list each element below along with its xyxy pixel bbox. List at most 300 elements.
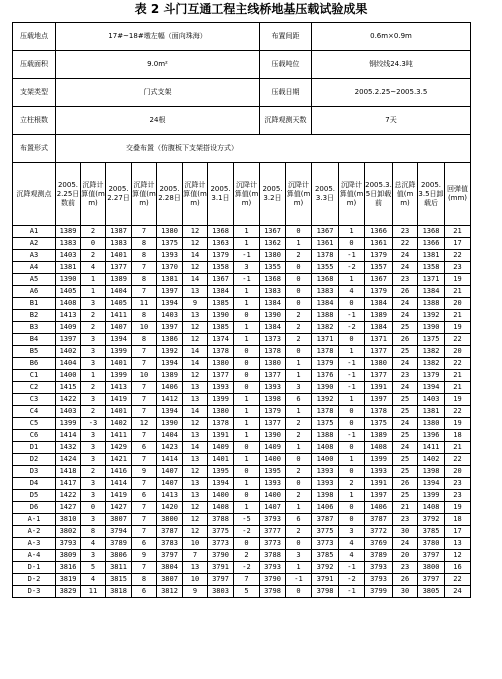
- table-cell: 12: [183, 334, 208, 346]
- table-cell: 3791: [208, 562, 234, 574]
- table-cell: 1370: [157, 262, 183, 274]
- table-cell: 0: [234, 346, 260, 358]
- table-row: [13, 298, 471, 310]
- table-cell: 1377: [208, 370, 234, 382]
- table-cell: 13: [183, 454, 208, 466]
- table-row: [13, 514, 471, 526]
- table-cell: 1: [286, 370, 312, 382]
- table-cell: 3810: [56, 514, 81, 526]
- table-cell: 0: [234, 490, 260, 502]
- table-cell: 1408: [312, 442, 339, 454]
- table-cell: 1406: [312, 502, 339, 514]
- table-cell: 1: [234, 430, 260, 442]
- table-cell: 22: [445, 454, 471, 466]
- table-cell: 1378: [312, 406, 339, 418]
- table-cell: 8: [132, 574, 157, 586]
- table-cell: 3: [81, 514, 106, 526]
- table-cell: 4: [81, 574, 106, 586]
- table-cell: 12: [183, 322, 208, 334]
- table-cell: 1413: [106, 382, 132, 394]
- point-id-cell: D2: [13, 454, 56, 466]
- table-cell: 1361: [365, 238, 393, 250]
- table-cell: 1407: [157, 478, 183, 490]
- table-cell: 25: [393, 322, 418, 334]
- table-cell: 7: [132, 430, 157, 442]
- table-cell: 26: [393, 574, 418, 586]
- table-cell: 1395: [260, 466, 286, 478]
- info-label: 立柱根数: [13, 107, 56, 135]
- table-cell: 0: [339, 442, 365, 454]
- page-title: 表 2 斗门互通工程主线桥地基压载试验成果: [134, 2, 368, 16]
- table-row: [13, 418, 471, 430]
- table-cell: 12: [183, 238, 208, 250]
- info-value: 门式支架: [56, 79, 260, 107]
- table-cell: 1394: [418, 478, 445, 490]
- table-cell: 1: [81, 274, 106, 286]
- info-label: 压载面积: [13, 51, 56, 79]
- point-id-cell: A3: [13, 250, 56, 262]
- table-cell: 1379: [418, 370, 445, 382]
- table-cell: 13: [183, 562, 208, 574]
- table-cell: 21: [445, 370, 471, 382]
- table-cell: 23: [445, 262, 471, 274]
- table-cell: 10: [183, 538, 208, 550]
- column-header: 沉降计算值(mm): [234, 163, 260, 226]
- table-cell: 3792: [418, 514, 445, 526]
- table-cell: 1401: [106, 250, 132, 262]
- point-id-cell: A4: [13, 262, 56, 274]
- table-cell: 1429: [106, 442, 132, 454]
- table-row: [13, 478, 471, 490]
- table-cell: 3: [81, 478, 106, 490]
- table-cell: 14: [183, 274, 208, 286]
- column-header: 沉降计算值(mm): [183, 163, 208, 226]
- table-cell: 25: [393, 490, 418, 502]
- table-cell: 25: [393, 466, 418, 478]
- table-cell: 1397: [157, 286, 183, 298]
- table-cell: 1375: [365, 418, 393, 430]
- table-cell: 1383: [312, 286, 339, 298]
- table-cell: 23: [393, 226, 418, 238]
- table-cell: 3: [81, 550, 106, 562]
- table-cell: 1: [234, 226, 260, 238]
- table-cell: 1366: [365, 226, 393, 238]
- column-header: 2005.2.25日数前: [56, 163, 81, 226]
- table-cell: 1380: [418, 418, 445, 430]
- table-cell: 1358: [418, 262, 445, 274]
- table-cell: 6: [132, 586, 157, 598]
- table-cell: 21: [445, 382, 471, 394]
- table-cell: 1381: [56, 262, 81, 274]
- table-cell: 22: [445, 334, 471, 346]
- point-id-cell: D-3: [13, 586, 56, 598]
- table-cell: 21: [445, 226, 471, 238]
- table-cell: 3829: [56, 586, 81, 598]
- table-cell: 1385: [208, 322, 234, 334]
- table-row: [13, 382, 471, 394]
- info-label: 布置间距: [260, 23, 312, 51]
- table-row: [13, 550, 471, 562]
- table-cell: 3797: [157, 550, 183, 562]
- table-cell: 23: [393, 274, 418, 286]
- table-cell: 3819: [56, 574, 81, 586]
- table-cell: 3791: [312, 574, 339, 586]
- point-id-cell: B5: [13, 346, 56, 358]
- table-cell: 1411: [106, 310, 132, 322]
- table-cell: 8: [132, 250, 157, 262]
- table-cell: 3: [81, 442, 106, 454]
- table-cell: 3793: [260, 562, 286, 574]
- table-cell: 3787: [365, 514, 393, 526]
- table-cell: 1384: [418, 286, 445, 298]
- table-cell: 1393: [260, 382, 286, 394]
- table-row: [13, 394, 471, 406]
- table-cell: 1393: [312, 466, 339, 478]
- table-cell: 7: [132, 406, 157, 418]
- table-cell: 0: [339, 406, 365, 418]
- table-cell: 1409: [208, 442, 234, 454]
- table-cell: 1: [339, 394, 365, 406]
- table-cell: 3: [81, 490, 106, 502]
- table-cell: 8: [81, 526, 106, 538]
- table-cell: 24: [393, 418, 418, 430]
- table-cell: 7: [132, 226, 157, 238]
- info-label: 压载地点: [13, 23, 56, 51]
- table-cell: 1379: [260, 406, 286, 418]
- table-cell: 3: [286, 382, 312, 394]
- table-cell: 1402: [56, 346, 81, 358]
- table-cell: 6: [286, 514, 312, 526]
- table-cell: 3793: [56, 538, 81, 550]
- table-cell: 0: [286, 346, 312, 358]
- table-cell: 1400: [260, 454, 286, 466]
- table-cell: 1394: [106, 334, 132, 346]
- table-cell: 1418: [56, 466, 81, 478]
- table-row: [13, 574, 471, 586]
- table-row: [13, 502, 471, 514]
- table-cell: 3798: [260, 586, 286, 598]
- table-cell: 3789: [365, 550, 393, 562]
- table-cell: 24: [393, 442, 418, 454]
- table-cell: 1404: [106, 286, 132, 298]
- table-cell: 1392: [312, 394, 339, 406]
- table-cell: 1378: [260, 346, 286, 358]
- table-cell: 1: [286, 238, 312, 250]
- table-row: [13, 226, 471, 238]
- table-cell: 1408: [208, 502, 234, 514]
- column-header: 总沉降值(mm): [393, 163, 418, 226]
- table-cell: 6: [286, 394, 312, 406]
- table-cell: 1416: [106, 466, 132, 478]
- table-cell: 21: [445, 286, 471, 298]
- point-id-cell: D5: [13, 490, 56, 502]
- table-cell: 26: [393, 286, 418, 298]
- table-cell: -1: [286, 574, 312, 586]
- column-header: 2005.3.2日: [260, 163, 286, 226]
- table-cell: 0: [339, 238, 365, 250]
- table-cell: 1396: [418, 430, 445, 442]
- table-cell: 22: [445, 250, 471, 262]
- table-cell: 25: [393, 430, 418, 442]
- table-cell: 3769: [365, 538, 393, 550]
- info-label: 支架类型: [13, 79, 56, 107]
- table-cell: 1397: [157, 322, 183, 334]
- table-cell: 3787: [312, 514, 339, 526]
- table-cell: 3800: [418, 562, 445, 574]
- table-cell: 12: [183, 514, 208, 526]
- table-cell: 13: [183, 430, 208, 442]
- table-cell: 0: [339, 466, 365, 478]
- table-cell: 1427: [56, 502, 81, 514]
- info-label: 压载吨位: [260, 51, 312, 79]
- table-cell: 20: [445, 466, 471, 478]
- table-cell: 1419: [106, 490, 132, 502]
- column-header: 回弹值(mm): [445, 163, 471, 226]
- table-cell: -3: [81, 418, 106, 430]
- table-cell: -1: [339, 250, 365, 262]
- table-cell: 2: [234, 550, 260, 562]
- table-cell: 3772: [365, 526, 393, 538]
- table-cell: 25: [393, 406, 418, 418]
- table-cell: 1393: [157, 250, 183, 262]
- table-cell: 8: [132, 334, 157, 346]
- table-cell: 0: [286, 298, 312, 310]
- table-cell: 1421: [106, 454, 132, 466]
- table-cell: 1423: [157, 442, 183, 454]
- table-cell: 24: [445, 586, 471, 598]
- table-cell: 2: [286, 334, 312, 346]
- point-id-cell: C6: [13, 430, 56, 442]
- table-cell: 2: [81, 250, 106, 262]
- table-cell: 10: [183, 574, 208, 586]
- table-cell: 1377: [365, 370, 393, 382]
- table-cell: 3: [81, 346, 106, 358]
- table-cell: 1363: [208, 238, 234, 250]
- table-cell: 0: [286, 262, 312, 274]
- table-row: [13, 454, 471, 466]
- table-cell: 1: [234, 286, 260, 298]
- table-cell: 1: [234, 406, 260, 418]
- table-cell: 1379: [208, 250, 234, 262]
- table-cell: 2: [81, 406, 106, 418]
- point-id-cell: D1: [13, 442, 56, 454]
- table-cell: 1: [286, 358, 312, 370]
- table-cell: 12: [183, 418, 208, 430]
- table-cell: 1378: [365, 406, 393, 418]
- table-cell: 24: [393, 310, 418, 322]
- table-cell: 1406: [365, 502, 393, 514]
- table-cell: 1382: [312, 322, 339, 334]
- table-cell: 3804: [157, 562, 183, 574]
- table-cell: 7: [132, 286, 157, 298]
- table-cell: 0: [286, 286, 312, 298]
- table-cell: 3798: [312, 586, 339, 598]
- table-cell: 7: [234, 574, 260, 586]
- table-cell: 1379: [365, 286, 393, 298]
- table-cell: 1368: [260, 274, 286, 286]
- table-cell: 1385: [208, 298, 234, 310]
- column-header: 沉降观测点: [13, 163, 56, 226]
- table-cell: 1404: [157, 430, 183, 442]
- table-cell: 1401: [208, 454, 234, 466]
- table-cell: 1398: [418, 466, 445, 478]
- table-cell: 3775: [208, 526, 234, 538]
- table-cell: 1378: [312, 346, 339, 358]
- info-label: 布置形式: [13, 135, 56, 163]
- column-header: 2005.3.5日卸载前: [365, 163, 393, 226]
- table-cell: 3807: [106, 514, 132, 526]
- table-cell: 19: [445, 394, 471, 406]
- table-cell: 1399: [106, 370, 132, 382]
- point-id-cell: B3: [13, 322, 56, 334]
- table-cell: 1390: [157, 418, 183, 430]
- table-cell: 0: [234, 442, 260, 454]
- table-cell: 0: [339, 334, 365, 346]
- table-cell: 1413: [157, 490, 183, 502]
- table-cell: 1402: [106, 418, 132, 430]
- table-cell: 1: [234, 238, 260, 250]
- table-cell: 3: [81, 334, 106, 346]
- table-cell: 7: [132, 526, 157, 538]
- point-id-cell: A-1: [13, 514, 56, 526]
- table-cell: 7: [132, 478, 157, 490]
- table-cell: 0: [286, 538, 312, 550]
- table-cell: 0: [234, 310, 260, 322]
- table-cell: 2: [286, 310, 312, 322]
- table-cell: 21: [445, 442, 471, 454]
- table-cell: 14: [183, 406, 208, 418]
- table-cell: 1: [339, 226, 365, 238]
- table-cell: 3: [81, 454, 106, 466]
- table-cell: 23: [393, 370, 418, 382]
- table-cell: 1383: [106, 238, 132, 250]
- table-cell: 1380: [208, 406, 234, 418]
- table-cell: 1387: [106, 226, 132, 238]
- table-cell: 1394: [157, 406, 183, 418]
- table-cell: 21: [393, 502, 418, 514]
- table-cell: 30: [393, 586, 418, 598]
- table-cell: 1401: [106, 406, 132, 418]
- table-cell: 0: [339, 418, 365, 430]
- table-cell: 1432: [56, 442, 81, 454]
- table-cell: 1368: [418, 226, 445, 238]
- point-id-cell: A1: [13, 226, 56, 238]
- table-cell: -1: [234, 250, 260, 262]
- settlement-table: [12, 22, 471, 598]
- table-cell: 1399: [418, 490, 445, 502]
- table-cell: 1401: [106, 358, 132, 370]
- table-cell: 0: [339, 514, 365, 526]
- table-cell: 1383: [260, 286, 286, 298]
- table-cell: 1373: [260, 334, 286, 346]
- table-cell: 3: [81, 430, 106, 442]
- table-cell: 1407: [106, 322, 132, 334]
- table-cell: 1361: [312, 238, 339, 250]
- table-cell: 9: [183, 298, 208, 310]
- table-cell: -1: [339, 370, 365, 382]
- table-cell: 20: [445, 346, 471, 358]
- table-cell: 12: [183, 526, 208, 538]
- table-cell: 25: [393, 454, 418, 466]
- table-cell: 3773: [260, 538, 286, 550]
- point-id-cell: C1: [13, 370, 56, 382]
- table-cell: 1: [234, 418, 260, 430]
- table-cell: 4: [81, 538, 106, 550]
- table-cell: 1399: [365, 454, 393, 466]
- table-cell: -1: [339, 382, 365, 394]
- table-cell: 18: [445, 514, 471, 526]
- info-value: 24根: [56, 107, 260, 135]
- table-cell: 1362: [260, 238, 286, 250]
- table-cell: 1415: [56, 382, 81, 394]
- table-cell: 3: [339, 526, 365, 538]
- table-cell: 1: [234, 298, 260, 310]
- table-cell: 24: [393, 298, 418, 310]
- info-row: [13, 23, 471, 51]
- point-id-cell: D3: [13, 466, 56, 478]
- table-cell: 3793: [260, 514, 286, 526]
- table-cell: -1: [339, 358, 365, 370]
- table-cell: 2: [286, 466, 312, 478]
- table-cell: 3800: [157, 514, 183, 526]
- table-cell: 21: [445, 310, 471, 322]
- point-id-cell: A5: [13, 274, 56, 286]
- table-cell: 0: [81, 502, 106, 514]
- table-cell: 3: [81, 298, 106, 310]
- column-header-row: [13, 163, 471, 226]
- table-cell: 1371: [312, 334, 339, 346]
- column-header: 2005.3.5日卸载后: [418, 163, 445, 226]
- table-cell: 1398: [312, 490, 339, 502]
- table-cell: 7: [132, 394, 157, 406]
- table-row: [13, 346, 471, 358]
- table-cell: 1380: [260, 250, 286, 262]
- table-cell: 2: [286, 430, 312, 442]
- table-cell: 3773: [312, 538, 339, 550]
- table-row: [13, 490, 471, 502]
- point-id-cell: B4: [13, 334, 56, 346]
- table-cell: 3790: [260, 574, 286, 586]
- table-cell: 1377: [260, 370, 286, 382]
- table-cell: 1392: [418, 310, 445, 322]
- table-cell: 1403: [56, 406, 81, 418]
- table-cell: 1395: [208, 466, 234, 478]
- table-cell: 23: [445, 478, 471, 490]
- table-cell: 3809: [56, 550, 81, 562]
- table-cell: 11: [81, 586, 106, 598]
- table-cell: 1379: [365, 250, 393, 262]
- table-cell: 14: [183, 346, 208, 358]
- table-cell: 18: [445, 430, 471, 442]
- table-cell: 1390: [312, 382, 339, 394]
- table-cell: 1390: [208, 310, 234, 322]
- table-cell: 1382: [418, 346, 445, 358]
- table-cell: 13: [183, 310, 208, 322]
- table-row: [13, 430, 471, 442]
- table-cell: 1408: [56, 298, 81, 310]
- table-cell: 6: [132, 442, 157, 454]
- table-cell: 1: [234, 502, 260, 514]
- table-cell: 2: [286, 250, 312, 262]
- table-cell: 1407: [260, 502, 286, 514]
- point-id-cell: D4: [13, 478, 56, 490]
- table-cell: 7: [132, 382, 157, 394]
- table-cell: 1390: [260, 430, 286, 442]
- info-row: [13, 107, 471, 135]
- table-cell: 2: [81, 310, 106, 322]
- table-cell: 0: [234, 382, 260, 394]
- table-cell: 0: [234, 370, 260, 382]
